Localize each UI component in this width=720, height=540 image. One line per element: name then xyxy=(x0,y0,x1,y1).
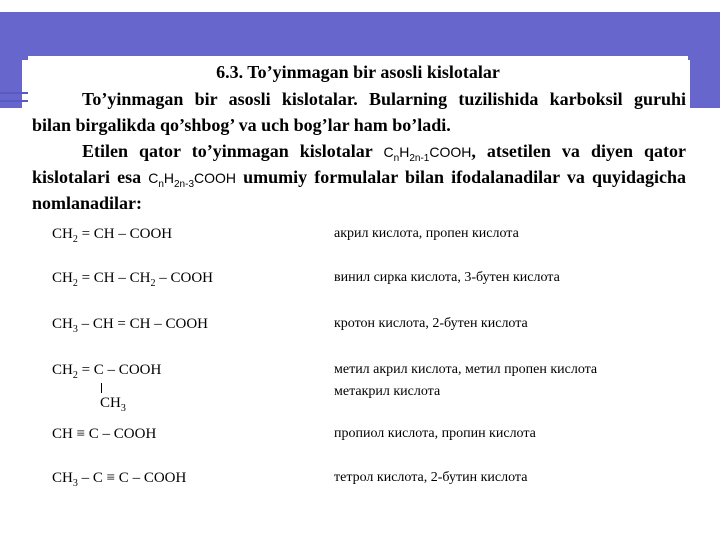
paragraph-line xyxy=(32,112,686,138)
acid-row xyxy=(28,362,688,414)
general-formula: $C_nH_{2n-1}COOH$ xyxy=(383,144,472,164)
acid-name: акрил кислота, пропен кислота xyxy=(334,226,519,241)
page-title: 6.3. To’yinmagan bir asosli kislotalar xyxy=(216,62,500,82)
acid-row xyxy=(28,226,688,262)
slide-content xyxy=(28,56,688,540)
paragraph-text: umumiy formulalar bilan ifodalanadilar va quyidagicha xyxy=(243,167,686,187)
acid-name: метакрил кислота xyxy=(334,384,441,399)
paragraph-text: Etilen qator to’yinmagan kislotalar xyxy=(82,141,373,161)
acid-formula: $CH_3$ – CH = CH – COOH xyxy=(52,316,208,335)
acid-formula: $CH_2$ = CH – $CH_2$ – COOH xyxy=(52,270,213,289)
acid-formula: $CH_2 = C$ – COOH xyxy=(52,362,162,381)
acid-name: тетрол кислота, 2-бутин кислота xyxy=(334,470,528,485)
branch-bond xyxy=(101,383,102,393)
paragraph-text: To’yinmagan bir asosli kislotalar. Bularning tuzilishida karboksil guruhi xyxy=(82,89,686,109)
acid-name: пропиол кислота, пропин кислота xyxy=(334,426,536,441)
branch-group: $CH_3$ xyxy=(100,395,126,414)
paragraph-text: nomlanadilar: xyxy=(32,193,143,213)
paragraph-line xyxy=(32,190,686,216)
header-band xyxy=(0,12,720,60)
acid-name: винил сирка кислота, 3-бутен кислота xyxy=(334,270,560,285)
acid-formula: CH ≡ C – COOH xyxy=(52,426,157,442)
paragraph-line xyxy=(32,86,686,112)
paragraph-text: kislotalari esa xyxy=(32,167,142,187)
acid-row xyxy=(28,426,688,462)
right-band xyxy=(690,12,720,108)
acid-name: кротон кислота, 2-бутен кислота xyxy=(334,316,528,331)
acid-row xyxy=(28,470,688,506)
paragraph-text: bilan birgalikda qo’shbog’ va uch bog’lar ham bo’ladi. xyxy=(32,115,451,135)
acid-name: метил акрил кислота, метил пропен кислота xyxy=(334,362,598,377)
acid-row xyxy=(28,270,688,306)
acid-row xyxy=(28,316,688,352)
acid-formula: $CH_3 - C \equiv C$ – COOH xyxy=(52,470,187,489)
acid-formula: $CH_2$ = CH – COOH xyxy=(52,226,173,245)
general-formula: $C_nH_{2n-3}COOH$ xyxy=(148,170,237,190)
paragraph-text: , atsetilen va diyen qator xyxy=(471,141,687,161)
